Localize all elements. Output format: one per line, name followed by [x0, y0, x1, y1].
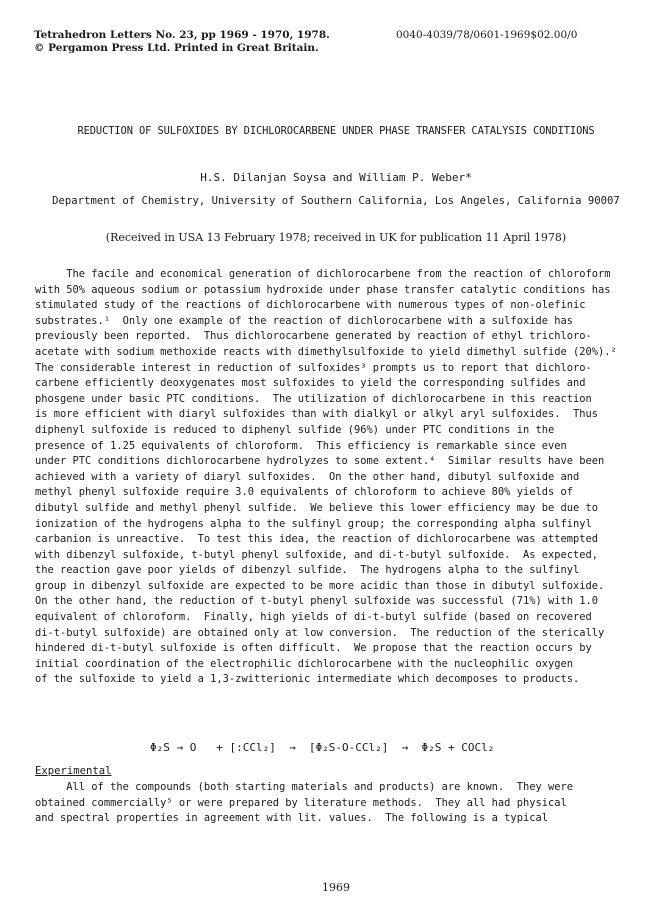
text-line: ionization of the hydrogens alpha to the sulfinyl group; the corresponding alpha sulfinyl — [35, 517, 592, 530]
text-line: achieved with a variety of diaryl sulfoxides. On the other hand, dibutyl sulfoxide and — [35, 470, 580, 483]
text-line: previously been reported. Thus dichlorocarbene generated by reaction of ethyl trichloro- — [35, 330, 592, 343]
journal-line: Tetrahedron Letters No. 23, pp 1969 - 1970, 1978. — [34, 29, 330, 41]
experimental-text — [35, 780, 645, 827]
text-line: The considerable interest in reduction of sulfoxides³ prompts us to report that dichloro- — [35, 361, 592, 374]
text-line: group in dibenzyl sulfoxide are expected to be more acidic than those in dibutyl sulfoxide. — [35, 579, 605, 592]
text-line: initial coordination of the electrophilic dichlorocarbene with the nucleophilic oxygen — [35, 657, 573, 670]
text-line: with dibenzyl sulfoxide, t-butyl phenyl sulfoxide, and di-t-butyl sulfoxide. As expected, — [35, 548, 599, 561]
text-line: with 50% aqueous sodium or potassium hydroxide under phase transfer catalytic conditions has — [35, 283, 611, 296]
article-title: REDUCTION OF SULFOXIDES BY DICHLOROCARBENE UNDER PHASE TRANSFER CATALYSIS CONDITIONS — [77, 125, 595, 137]
authors: H.S. Dilanjan Soysa and William P. Weber* — [200, 171, 472, 184]
affiliation: Department of Chemistry, University of Southern California, Los Angeles, California 90007 — [52, 195, 620, 207]
text-line: The facile and economical generation of dichlorocarbene from the reaction of chloroform — [35, 268, 611, 280]
text-line: di-t-butyl sulfoxide) are obtained only at low conversion. The reduction of the sterically — [35, 626, 605, 639]
article-code: 0040-4039/78/0601-1969$02.00/0 — [396, 29, 578, 41]
page-number: 1969 — [322, 881, 350, 894]
text-line: is more efficient with diaryl sulfoxides than with dialkyl or alkyl aryl sulfoxides. Thus — [35, 408, 599, 421]
text-line: and spectral properties in agreement with lit. values. The following is a typical — [35, 812, 548, 825]
text-line: presence of 1.25 equivalents of chloroform. This efficiency is remarkable since even — [35, 439, 567, 452]
reaction-equation: Φ₂S → O + [:CCl₂] → [Φ₂S-O-CCl₂] → Φ₂S + COCl₂ — [150, 741, 495, 754]
text-line: under PTC conditions dichlorocarbene hydrolyzes to some extent.⁴ Similar results have been — [35, 455, 605, 468]
text-line: dibutyl sulfide and methyl phenyl sulfide. We believe this lower efficiency may be due to — [35, 501, 599, 514]
experimental-heading: Experimental — [35, 765, 112, 777]
text-line: phosgene under basic PTC conditions. The utilization of dichlorocarbene in this reaction — [35, 392, 592, 405]
received-dates: (Received in USA 13 February 1978; received in UK for publication 11 April 1978) — [105, 231, 567, 244]
text-line: All of the compounds (both starting materials and products) are known. They were — [35, 781, 573, 793]
text-line: carbanion is unreactive. To test this idea, the reaction of dichlorocarbene was attempted — [35, 533, 599, 546]
text-line: substrates.¹ Only one example of the reaction of dichlorocarbene with a sulfoxide has — [35, 314, 573, 327]
body-text — [35, 267, 645, 688]
text-line: On the other hand, the reduction of t-butyl phenyl sulfoxide was successful (71%) with 1.0 — [35, 595, 599, 608]
text-line: methyl phenyl sulfoxide require 3.0 equivalents of chloroform to achieve 80% yields of — [35, 486, 573, 499]
text-line: acetate with sodium methoxide reacts with dimethylsulfoxide to yield dimethyl sulfide (20%).² — [35, 345, 617, 358]
text-line: stimulated study of the reactions of dichlorocarbene with numerous types of non-olefinic — [35, 299, 586, 312]
header-left — [34, 29, 330, 55]
text-line: of the sulfoxide to yield a 1,3-zwitterionic intermediate which decomposes to products. — [35, 673, 580, 686]
text-line: diphenyl sulfoxide is reduced to diphenyl sulfide (96%) under PTC conditions in the — [35, 423, 555, 436]
text-line: hindered di-t-butyl sulfoxide is often difficult. We propose that the reaction occurs by — [35, 642, 592, 655]
text-line: carbene efficiently deoxygenates most sulfoxides to yield the corresponding sulfides and — [35, 377, 586, 390]
text-line: the reaction gave poor yields of dibenzyl sulfide. The hydrogens alpha to the sulfinyl — [35, 564, 580, 577]
publisher-line: © Pergamon Press Ltd. Printed in Great Britain. — [34, 42, 319, 54]
text-line: equivalent of chloroform. Finally, high yields of di-t-butyl sulfide (based on recovered — [35, 611, 592, 624]
text-line: obtained commercially⁵ or were prepared by literature methods. They all had physical — [35, 796, 567, 809]
